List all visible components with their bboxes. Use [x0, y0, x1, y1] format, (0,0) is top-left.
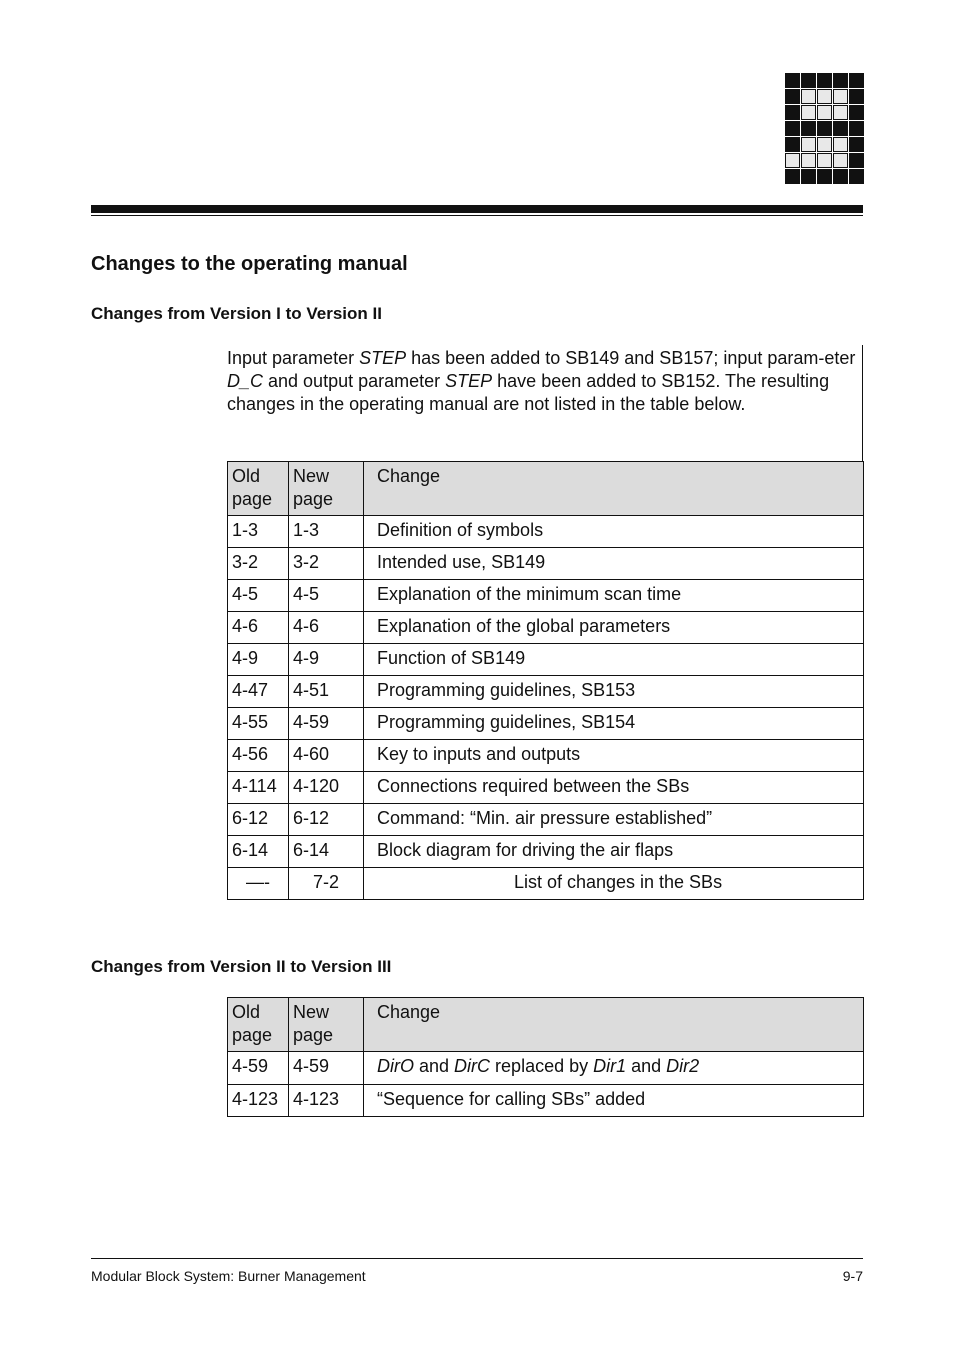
cell-change: Definition of symbols [364, 516, 864, 548]
change-text: and [414, 1056, 455, 1076]
logo-square [833, 105, 848, 120]
footer-page-number: 9-7 [842, 1268, 863, 1284]
cell-change: Block diagram for driving the air flaps [364, 836, 864, 868]
intro-text: Input parameter [227, 348, 360, 368]
page-title: Changes to the operating manual [91, 253, 408, 275]
cell-new-page: 4-60 [289, 740, 364, 772]
table-header-row [228, 998, 864, 1052]
logo-square [833, 89, 848, 104]
cell-change: “Sequence for calling SBs” added [364, 1085, 864, 1117]
header-change: Change [364, 462, 864, 516]
cell-new-page: 4-6 [289, 612, 364, 644]
logo-square [833, 169, 848, 184]
table-row [228, 548, 864, 580]
logo-square [785, 169, 800, 184]
logo-square [849, 137, 864, 152]
logo-square [785, 137, 800, 152]
logo-square [849, 105, 864, 120]
intro-side-rule [862, 345, 863, 461]
cell-change: Key to inputs and outputs [364, 740, 864, 772]
logo-square [801, 89, 816, 104]
cell-old-page: 4-114 [228, 772, 289, 804]
intro-param-dc: D_C [227, 371, 264, 391]
cell-new-page: 4-5 [289, 580, 364, 612]
logo-square [817, 121, 832, 136]
cell-new-page: 6-14 [289, 836, 364, 868]
table-row [228, 644, 864, 676]
logo-square [817, 169, 832, 184]
intro-param-step: STEP [359, 348, 407, 368]
cell-old-page: 4-47 [228, 676, 289, 708]
table-row [228, 1052, 864, 1085]
cell-change: Connections required between the SBs [364, 772, 864, 804]
changes-table-v1-v2 [227, 461, 864, 900]
section-heading-v1-v2: Changes from Version I to Version II [91, 304, 382, 323]
logo-square [785, 89, 800, 104]
table-row [228, 612, 864, 644]
table-row [228, 740, 864, 772]
cell-change: Programming guidelines, SB154 [364, 708, 864, 740]
logo-square [849, 121, 864, 136]
logo-square [817, 137, 832, 152]
logo-square [849, 153, 864, 168]
cell-old-page: 4-5 [228, 580, 289, 612]
logo-square [849, 73, 864, 88]
intro-text: has been added to SB149 and SB157; input param-eter [406, 348, 856, 368]
logo-square [785, 105, 800, 120]
logo-square [801, 137, 816, 152]
header-rule-thin [91, 215, 863, 216]
cell-old-page: 4-59 [228, 1052, 289, 1085]
header-rule-thick [91, 205, 863, 213]
cell-old-page: 4-9 [228, 644, 289, 676]
change-text: replaced by [490, 1056, 594, 1076]
param-dir1: Dir1 [593, 1056, 627, 1076]
cell-old-page: —- [228, 868, 289, 900]
cell-new-page: 4-123 [289, 1085, 364, 1117]
logo-square [817, 89, 832, 104]
cell-change: List of changes in the SBs [364, 868, 864, 900]
cell-old-page: 4-123 [228, 1085, 289, 1117]
cell-new-page: 4-59 [289, 1052, 364, 1085]
logo-square [785, 121, 800, 136]
cell-new-page: 3-2 [289, 548, 364, 580]
cell-old-page: 4-6 [228, 612, 289, 644]
table-row [228, 868, 864, 900]
logo-square [817, 105, 832, 120]
logo-square [817, 153, 832, 168]
param-dir2: Dir2 [666, 1056, 700, 1076]
header-old-page: Old page [228, 462, 289, 516]
footer-manual-title: Modular Block System: Burner Management [91, 1268, 366, 1284]
intro-text: and output parameter [263, 371, 446, 391]
table-header-row [228, 462, 864, 516]
param-diro: DirO [377, 1056, 414, 1076]
cell-change: Programming guidelines, SB153 [364, 676, 864, 708]
cell-new-page: 6-12 [289, 804, 364, 836]
logo-square [785, 73, 800, 88]
logo-square [849, 89, 864, 104]
cell-change: Intended use, SB149 [364, 548, 864, 580]
footer-rule [91, 1258, 863, 1259]
header-change: Change [364, 998, 864, 1052]
cell-new-page: 4-51 [289, 676, 364, 708]
table-row [228, 804, 864, 836]
cell-new-page: 4-59 [289, 708, 364, 740]
logo-square [833, 121, 848, 136]
table-row [228, 516, 864, 548]
header-new-page: New page [289, 998, 364, 1052]
cell-old-page: 6-14 [228, 836, 289, 868]
manual-logo [785, 73, 864, 184]
cell-new-page: 7-2 [289, 868, 364, 900]
cell-new-page: 1-3 [289, 516, 364, 548]
cell-old-page: 1-3 [228, 516, 289, 548]
cell-old-page: 4-56 [228, 740, 289, 772]
logo-square [801, 73, 816, 88]
logo-square [801, 121, 816, 136]
logo-square [817, 73, 832, 88]
logo-square [833, 153, 848, 168]
cell-change: Function of SB149 [364, 644, 864, 676]
logo-square [801, 169, 816, 184]
section-heading-v2-v3: Changes from Version II to Version III [91, 957, 392, 976]
cell-change [364, 1052, 864, 1085]
table-row [228, 708, 864, 740]
logo-square [785, 153, 800, 168]
table-row [228, 1085, 864, 1117]
logo-square [801, 105, 816, 120]
table-row [228, 580, 864, 612]
intro-param-step-output: STEP [445, 371, 493, 391]
table-row [228, 676, 864, 708]
table-row [228, 772, 864, 804]
logo-square [849, 169, 864, 184]
cell-change: Command: “Min. air pressure established” [364, 804, 864, 836]
logo-square [833, 137, 848, 152]
cell-change: Explanation of the minimum scan time [364, 580, 864, 612]
change-text: and [626, 1056, 667, 1076]
cell-new-page: 4-120 [289, 772, 364, 804]
header-old-page: Old page [228, 998, 289, 1052]
cell-new-page: 4-9 [289, 644, 364, 676]
header-new-page: New page [289, 462, 364, 516]
cell-old-page: 4-55 [228, 708, 289, 740]
changes-table-v2-v3 [227, 997, 864, 1117]
logo-square [801, 153, 816, 168]
intro-text: have been added to SB152. The resulting changes in the operating manual are not listed in the table below. [227, 371, 830, 414]
table-row [228, 836, 864, 868]
logo-square [833, 73, 848, 88]
intro-paragraph [227, 347, 857, 416]
cell-change: Explanation of the global parameters [364, 612, 864, 644]
cell-old-page: 6-12 [228, 804, 289, 836]
param-dirc: DirC [454, 1056, 491, 1076]
cell-old-page: 3-2 [228, 548, 289, 580]
